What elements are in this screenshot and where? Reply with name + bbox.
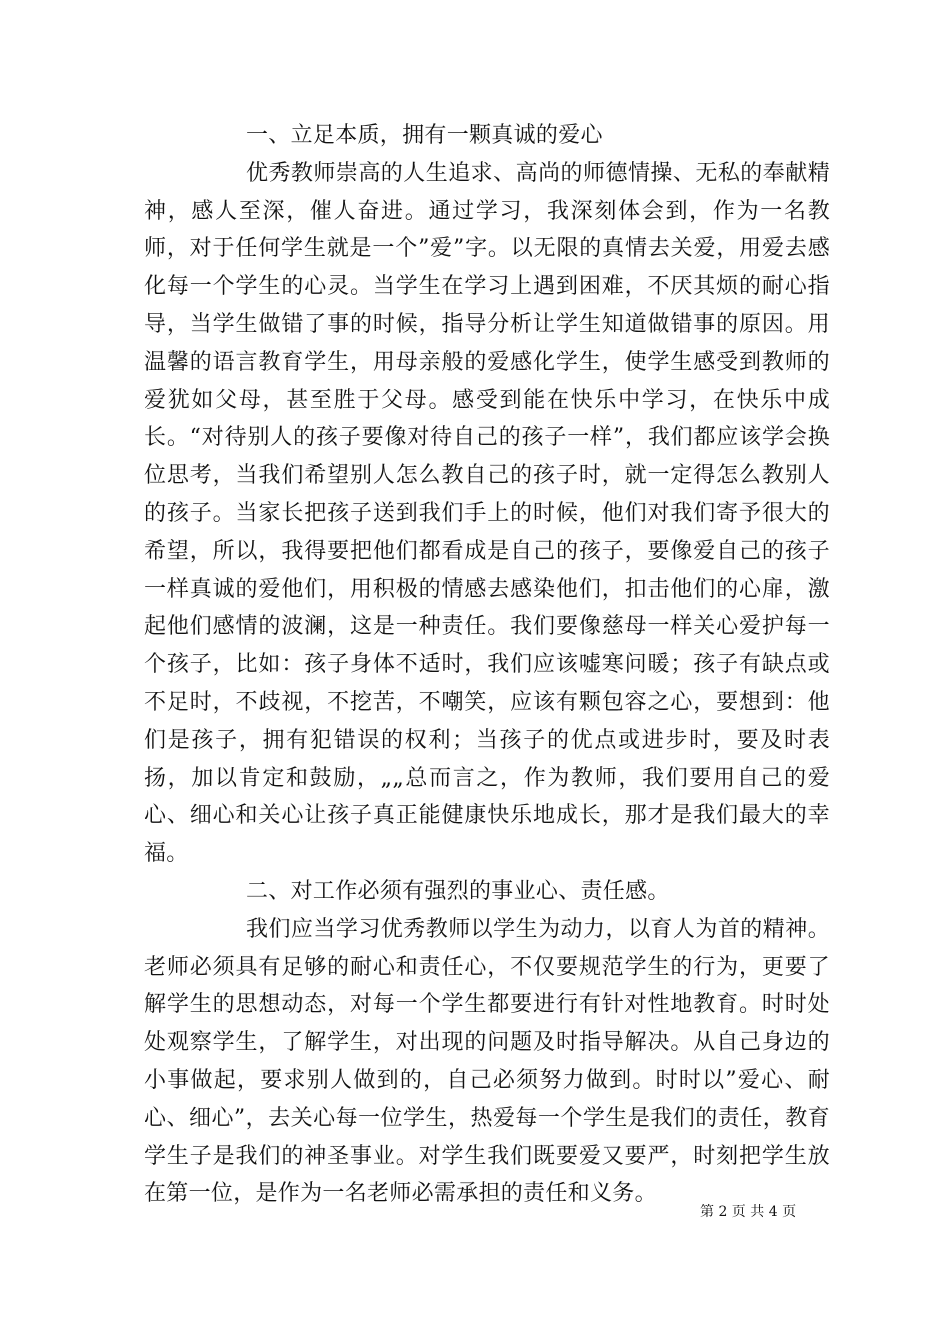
section-2-heading: 二、对工作必须有强烈的事业心、责任感。 xyxy=(246,878,670,904)
section-1-heading: 一、立足本质，拥有一颗真诚的爱心 xyxy=(246,123,603,148)
section-2-paragraph: 我们应当学习优秀教师以学生为动力，以育人为首的精神。老师必须具有足够的耐心和责任心，不仅要规范学生的行为，更要了解学生的思想动态，对每一个学生都要进行有针对性地教育。时时处处观察学生，了解学生，对出现的问题及时指导解决。从自己身边的小事做起，要求别人做到的，自己必须努力做到。时时以”爱心、耐心、细心”，去关心每一位学生，热爱每一个学生是我们的责任，教育学生子是我们的神圣事业。对学生我们既要爱又要严，时刻把学生放在第一位，是作为一名老师必需承担的责任和义务。 xyxy=(144,916,830,1207)
page-number-footer: 第 2 页 共 4 页 xyxy=(700,1204,797,1220)
document-body xyxy=(144,117,830,1213)
section-1-paragraph: 优秀教师崇高的人生追求、高尚的师德情操、无私的奉献精神，感人至深，催人奋进。通过学习，我深刻体会到，作为一名教师，对于任何学生就是一个”爱”字。以无限的真情去关爱，用爱去感化每一个学生的心灵。当学生在学习上遇到困难，不厌其烦的耐心指导，当学生做错了事的时候，指导分析让学生知道做错事的原因。用温馨的语言教育学生，用母亲般的爱感化学生，使学生感受到教师的爱犹如父母，甚至胜于父母。感受到能在快乐中学习，在快乐中成长。“对待别人的孩子要像对待自己的孩子一样”，我们都应该学会换位思考，当我们希望别人怎么教自己的孩子时，就一定得怎么教别人的孩子。当家长把孩子送到我们手上的时候，他们对我们寄予很大的希望，所以，我得要把他们都看成是自己的孩子，要像爱自己的孩子一样真诚的爱他们，用积极的情感去感染他们，扣击他们的心扉，激起他们感情的波澜，这是一种责任。我们要像慈母一样关心爱护每一个孩子，比如：孩子身体不适时，我们应该嘘寒问暖；孩子有缺点或不足时，不歧视，不挖苦，不嘲笑，应该有颗包容之心，要想到：他们是孩子，拥有犯错误的权利；当孩子的优点或进步时，要及时表扬，加以肯定和鼓励，„„总而言之，作为教师，我们要用自己的爱心、细心和关心让孩子真正能健康快乐地成长，那才是我们最大的幸福。 xyxy=(144,160,830,867)
